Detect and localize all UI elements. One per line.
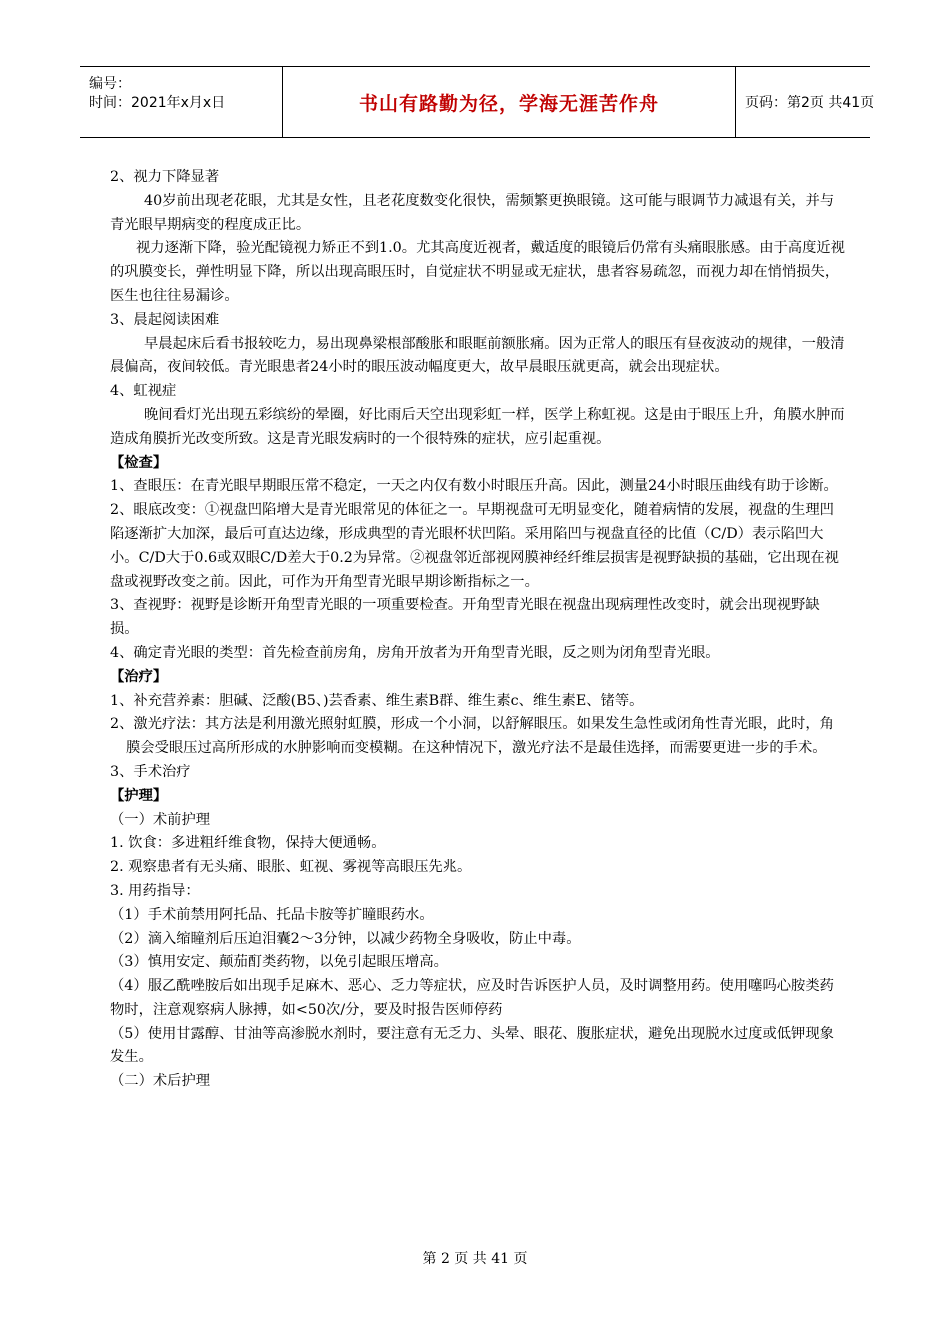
header-page-label: 页码：第2页 共41页 bbox=[745, 95, 875, 111]
subheading: 3、晨起阅读困难 bbox=[110, 311, 220, 328]
list-item: 1、查眼压：在青光眼早期眼压常不稳定，一天之内仅有数小时眼压升高。因此，测量24小时眼压曲线有助于诊断。 bbox=[110, 478, 838, 495]
list-item: 3、手术治疗 bbox=[110, 763, 191, 780]
list-item: 2. 观察患者有无头痛、眼胀、虹视、雾视等高眼压先兆。 bbox=[110, 859, 472, 876]
list-item: 2、激光疗法：其方法是利用激光照射虹膜，形成一个小洞，以舒解眼压。如果发生急性或闭角性青光眼，此时，角膜会受眼压过高所形成的水肿影响而变模糊。在这种情况下，激光疗法不是最佳选择，而需要更进一步的手术。 bbox=[110, 716, 834, 757]
header-date-label: 时间：2021年x月x日 bbox=[89, 95, 226, 111]
list-item: 2、眼底改变：①视盘凹陷增大是青光眼常见的体征之一。早期视盘可无明显变化，随着病情的发展，视盘的生理凹陷逐渐扩大加深，最后可直达边缘，形成典型的青光眼杯状凹陷。采用陷凹与视盘直径的比值（C/D）表示陷凹大小。C/D大于0.6或双眼C/D差大于0.2为异常。②视盘邻近部视网膜神经纤维层损害是视野缺损的基础，它出现在视盘或视野改变之前。因此，可作为开角型青光眼早期诊断指标之一。 bbox=[110, 502, 839, 590]
section-heading-nursing: 【护理】 bbox=[110, 787, 168, 804]
list-item: 3、查视野：视野是诊断开角型青光眼的一项重要检查。开角型青光眼在视盘出现病理性改变时，就会出现视野缺损。 bbox=[110, 597, 820, 638]
subheading: 4、虹视症 bbox=[110, 383, 177, 400]
header-number-label: 编号： bbox=[89, 76, 131, 92]
list-item: 3. 用药指导： bbox=[110, 882, 200, 899]
header-motto: 书山有路勤为径，学海无涯苦作舟 bbox=[283, 67, 736, 137]
page-footer: 第 2 页 共 41 页 bbox=[422, 1251, 528, 1267]
list-item: （2）滴入缩瞳剂后压迫泪囊2～3分钟，以减少药物全身吸收，防止中毒。 bbox=[110, 930, 581, 947]
document-body bbox=[110, 166, 846, 1094]
subheading: （二）术后护理 bbox=[110, 1073, 211, 1090]
list-item: （4）服乙酰唑胺后如出现手足麻木、恶心、乏力等症状，应及时告诉医护人员，及时调整用药。使用噻吗心胺类药物时，注意观察病人脉搏，如<50次/分，要及时报告医师停药 bbox=[110, 978, 834, 1018]
paragraph: 40岁前出现老花眼，尤其是女性，且老花度数变化很快，需频繁更换眼镜。这可能与眼调节力减退有关，并与青光眼早期病变的程度成正比。 bbox=[110, 192, 835, 233]
list-item: 1、补充营养素：胆碱、泛酸(B5、)芸香素、维生素B群、维生素c、维生素E、锗等。 bbox=[110, 692, 644, 709]
header-meta bbox=[80, 67, 283, 137]
list-item: 4、确定青光眼的类型：首先检查前房角，房角开放者为开角型青光眼，反之则为闭角型青光眼。 bbox=[110, 644, 720, 661]
list-item: （5）使用甘露醇、甘油等高渗脱水剂时，要注意有无乏力、头晕、眼花、腹胀症状，避免出现脱水过度或低钾现象发生。 bbox=[110, 1025, 834, 1066]
section-heading-treatment: 【治疗】 bbox=[110, 668, 168, 685]
subheading: （一）术前护理 bbox=[110, 811, 211, 828]
list-item: 1. 饮食：多进粗纤维食物，保持大便通畅。 bbox=[110, 835, 386, 852]
subheading: 2、视力下降显著 bbox=[110, 169, 220, 185]
paragraph: 早晨起床后看书报较吃力，易出现鼻梁根部酸胀和眼眶前额胀痛。因为正常人的眼压有昼夜波动的规律，一般清晨偏高，夜间较低。青光眼患者24小时的眼压波动幅度更大，故早晨眼压就更高，就会出现症状。 bbox=[110, 335, 845, 376]
list-item: （3）慎用安定、颠茄酊类药物，以免引起眼压增高。 bbox=[110, 954, 448, 971]
paragraph: 晚间看灯光出现五彩缤纷的晕圈，好比雨后天空出现彩虹一样，医学上称虹视。这是由于眼压上升，角膜水肿而造成角膜折光改变所致。这是青光眼发病时的一个很特殊的症状，应引起重视。 bbox=[110, 406, 845, 447]
list-item: （1）手术前禁用阿托品、托品卡胺等扩瞳眼药水。 bbox=[110, 906, 434, 923]
paragraph: 视力逐渐下降，验光配镜视力矫正不到1.0。尤其高度近视者，戴适度的眼镜后仍常有头痛眼胀感。由于高度近视的巩膜变长，弹性明显下降，所以出现高眼压时，自觉症状不明显或无症状，患者容易疏忽，而视力却在悄悄损失，医生也往往易漏诊。 bbox=[110, 240, 845, 304]
section-heading-exam: 【检查】 bbox=[110, 454, 168, 471]
page-header bbox=[80, 66, 875, 138]
